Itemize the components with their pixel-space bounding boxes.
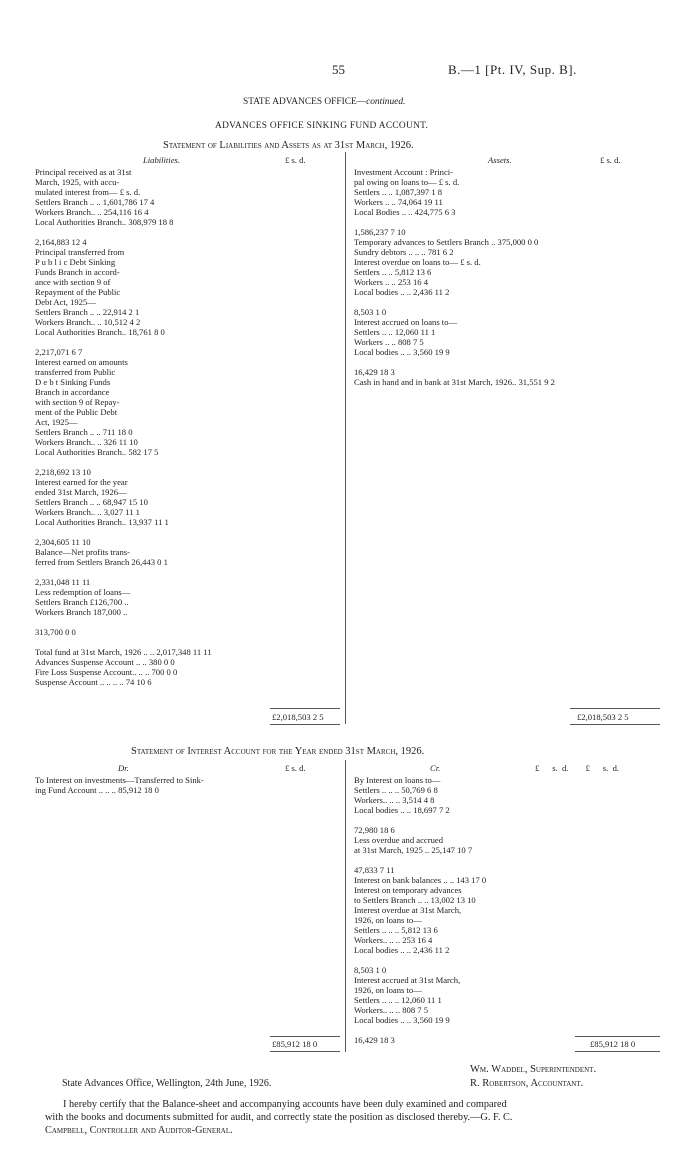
certificate-line-2: with the books and documents submitted for audit, and correctly state the position as disclosed thereby.—G. F. C. <box>45 1112 513 1123</box>
asset-line: pal owing on loans to— £ s. d. <box>354 177 460 187</box>
credit-line: Interest on temporary advances <box>354 885 462 895</box>
asset-line: 8,503 1 0 <box>354 307 387 317</box>
liability-line: Local Authorities Branch.. 582 17 5 <box>35 447 159 457</box>
asset-line <box>354 297 555 307</box>
liability-line <box>35 567 212 577</box>
liability-line: March, 1925, with accu- <box>35 177 120 187</box>
liability-line: Local Authorities Branch.. 13,937 11 1 <box>35 517 169 527</box>
interest-total-rule-right <box>575 1036 660 1037</box>
liability-line: Local Authorities Branch.. 18,761 8 0 <box>35 327 165 337</box>
interest-total-rule-left <box>270 1036 340 1037</box>
total-underline-right <box>570 724 660 725</box>
debit-currency-heading: £ s. d. <box>285 763 306 773</box>
liability-line: Debt Act, 1925— <box>35 297 96 307</box>
liability-line: Repayment of the Public <box>35 287 121 297</box>
asset-line: Workers .. .. 253 16 4 <box>354 277 429 287</box>
liability-line: 2,304,605 11 10 <box>35 537 91 547</box>
liability-line: Act, 1925— <box>35 417 78 427</box>
credit-line: 16,429 18 3 <box>354 1035 395 1045</box>
statement-interest-title: Statement of Interest Account for the Year ended 31st March, 1926. <box>131 746 425 757</box>
credit-total: £85,912 18 0 <box>590 1039 636 1049</box>
liability-line: Balance—Net profits trans- <box>35 547 130 557</box>
credit-line <box>354 955 486 965</box>
liability-line <box>35 617 212 627</box>
credit-line: to Settlers Branch .. .. 13,002 13 10 <box>354 895 476 905</box>
total-underline-left <box>270 724 340 725</box>
asset-line <box>354 217 555 227</box>
liability-line: Total fund at 31st March, 1926 .. .. 2,017,348 11 11 <box>35 647 212 657</box>
page-number: 55 <box>332 62 345 77</box>
liability-line: Funds Branch in accord- <box>35 267 120 277</box>
superintendent-signature: Wm. Waddel, Superintendent. <box>470 1064 597 1075</box>
interest-column-divider <box>345 760 346 1052</box>
liability-line: ance with section 9 of <box>35 277 111 287</box>
assets-heading: Assets. <box>488 155 512 165</box>
credit-line: 72,980 18 6 <box>354 825 395 835</box>
liability-line: Less redemption of loans— <box>35 587 131 597</box>
credit-line <box>354 815 486 825</box>
credit-line: Local bodies .. .. 2,436 11 2 <box>354 945 450 955</box>
credit-line: By Interest on loans to— <box>354 775 441 785</box>
debit-list <box>35 775 204 795</box>
credit-line: Settlers .. .. .. 50,769 6 8 <box>354 785 438 795</box>
liability-line: Workers Branch.. .. 3,027 11 1 <box>35 507 140 517</box>
interest-total-underline-right <box>575 1051 660 1052</box>
asset-line: Local Bodies .. .. 424,775 6 3 <box>354 207 456 217</box>
liability-line <box>35 457 212 467</box>
credit-line: Less overdue and accrued <box>354 835 443 845</box>
liability-line <box>35 527 212 537</box>
asset-line: Cash in hand and in bank at 31st March, 1926.. 31,551 9 2 <box>354 377 555 387</box>
credit-line: 8,503 1 0 <box>354 965 387 975</box>
fund-title: ADVANCES OFFICE SINKING FUND ACCOUNT. <box>215 121 429 131</box>
audit-certificate <box>45 1098 513 1137</box>
asset-line: Settlers .. .. 1,087,397 1 8 <box>354 187 443 197</box>
place-and-date: State Advances Office, Wellington, 24th June, 1926. <box>62 1078 272 1089</box>
assets-list <box>354 167 555 387</box>
credit-line: Workers.. .. .. 3,514 4 8 <box>354 795 435 805</box>
asset-line: Local bodies .. .. 2,436 11 2 <box>354 287 450 297</box>
liability-line: 313,700 0 0 <box>35 627 76 637</box>
asset-line: 1,586,237 7 10 <box>354 227 406 237</box>
interest-total-underline-left <box>270 1051 340 1052</box>
asset-line: Local bodies .. .. 3,560 19 9 <box>354 347 450 357</box>
liability-line: Workers Branch.. .. 10,512 4 2 <box>35 317 141 327</box>
assets-currency-heading: £ s. d. <box>600 155 621 165</box>
accountant-signature: R. Robertson, Accountant. <box>470 1078 584 1089</box>
asset-line <box>354 357 555 367</box>
credit-line: Workers.. .. .. 253 16 4 <box>354 935 433 945</box>
credit-list <box>354 775 486 1045</box>
liability-line: Interest earned on amounts <box>35 357 128 367</box>
liability-line: ended 31st March, 1926— <box>35 487 127 497</box>
asset-line: Sundry debtors .. .. .. 781 6 2 <box>354 247 454 257</box>
document-reference: B.—1 [Pt. IV, Sup. B]. <box>448 62 577 77</box>
liabilities-list <box>35 167 212 687</box>
credit-line: Settlers .. .. .. 5,812 13 6 <box>354 925 438 935</box>
debit-line: ing Fund Account .. .. .. 85,912 18 0 <box>35 785 159 795</box>
liability-line: Workers Branch 187,000 .. <box>35 607 128 617</box>
debit-heading: Dr. <box>118 763 129 773</box>
liability-line: 2,331,048 11 11 <box>35 577 91 587</box>
asset-line: 16,429 18 3 <box>354 367 395 377</box>
liability-line: Workers Branch.. .. 326 11 10 <box>35 437 138 447</box>
liability-line: Local Authorities Branch.. 308,979 18 8 <box>35 217 174 227</box>
credit-line: 1926, on loans to— <box>354 985 422 995</box>
liability-line: Settlers Branch .. .. 22,914 2 1 <box>35 307 140 317</box>
credit-line: 47,833 7 11 <box>354 865 395 875</box>
credit-line: Workers.. .. .. 808 7 5 <box>354 1005 429 1015</box>
liability-line: Fire Loss Suspense Account.. .. .. 700 0 0 <box>35 667 178 677</box>
statement-liabilities-title: Statement of Liabilities and Assets as at 31st March, 1926. <box>163 140 414 151</box>
asset-line: Investment Account : Princi- <box>354 167 454 177</box>
liability-line: 2,218,692 13 10 <box>35 467 91 477</box>
liability-line: Branch in accordance <box>35 387 110 397</box>
asset-line: Interest accrued on loans to— <box>354 317 458 327</box>
liability-line <box>35 227 212 237</box>
certificate-line-1: I hereby certify that the Balance-sheet and accompanying accounts have been duly examined and compared <box>63 1099 507 1110</box>
liability-line: Workers Branch.. .. 254,116 16 4 <box>35 207 149 217</box>
credit-line: Settlers .. .. .. 12,060 11 1 <box>354 995 442 1005</box>
total-rule-right <box>570 708 660 709</box>
liability-line: ment of the Public Debt <box>35 407 118 417</box>
liability-line: Settlers Branch .. .. 68,947 15 10 <box>35 497 148 507</box>
credit-line: Interest accrued at 31st March, <box>354 975 461 985</box>
asset-line: Workers .. .. 808 7 5 <box>354 337 424 347</box>
certificate-line-3: Campbell, Controller and Auditor-General. <box>45 1125 233 1136</box>
asset-line: Workers .. .. 74,064 19 11 <box>354 197 443 207</box>
liability-line: ferred from Settlers Branch 26,443 0 1 <box>35 557 168 567</box>
assets-total: £2,018,503 2 5 <box>577 712 629 722</box>
liability-line <box>35 337 212 347</box>
office-title: STATE ADVANCES OFFICE—continued. <box>243 97 406 107</box>
credit-line: Local bodies .. .. 3,560 19 9 <box>354 1015 450 1025</box>
liability-line: Advances Suspense Account .. .. 380 0 0 <box>35 657 175 667</box>
asset-line: Temporary advances to Settlers Branch .. 375,000 0 0 <box>354 237 539 247</box>
credit-currency-heading: £ s. d. £ s. d. <box>535 763 620 773</box>
credit-line <box>354 1025 486 1035</box>
liability-line: Interest earned for the year <box>35 477 128 487</box>
liability-line: 2,217,071 6 7 <box>35 347 83 357</box>
liability-line: 2,164,883 12 4 <box>35 237 87 247</box>
credit-line: Interest overdue at 31st March, <box>354 905 462 915</box>
asset-line: Settlers .. .. 5,812 13 6 <box>354 267 432 277</box>
credit-line: Interest on bank balances .. .. 143 17 0 <box>354 875 487 885</box>
liabilities-currency-heading: £ s. d. <box>285 155 306 165</box>
liability-line: Suspense Account .. .. .. .. 74 10 6 <box>35 677 152 687</box>
liability-line: Principal transferred from <box>35 247 125 257</box>
liability-line: transferred from Public <box>35 367 116 377</box>
debit-total: £85,912 18 0 <box>272 1039 318 1049</box>
liability-line: Settlers Branch .. .. 1,601,786 17 4 <box>35 197 155 207</box>
liability-line: Settlers Branch £126,700 .. <box>35 597 129 607</box>
asset-line: Interest overdue on loans to— £ s. d. <box>354 257 481 267</box>
column-divider <box>345 152 346 724</box>
credit-line: at 31st March, 1925 .. 25,147 10 7 <box>354 845 473 855</box>
liability-line: P u b l i c Debt Sinking <box>35 257 116 267</box>
liability-line: Principal received as at 31st <box>35 167 132 177</box>
liabilities-total: £2,018,503 2 5 <box>272 712 324 722</box>
credit-line: 1926, on loans to— <box>354 915 422 925</box>
liability-line <box>35 637 212 647</box>
liability-line: Settlers Branch .. .. 711 18 0 <box>35 427 133 437</box>
liabilities-heading: Liabilities. <box>143 155 181 165</box>
liability-line: mulated interest from— £ s. d. <box>35 187 141 197</box>
credit-line: Local bodies .. .. 18,697 7 2 <box>354 805 450 815</box>
liability-line: D e b t Sinking Funds <box>35 377 111 387</box>
total-rule-left <box>270 708 340 709</box>
asset-line: Settlers .. .. 12,060 11 1 <box>354 327 436 337</box>
liability-line: with section 9 of Repay- <box>35 397 120 407</box>
credit-heading: Cr. <box>430 763 441 773</box>
credit-line <box>354 855 486 865</box>
debit-line: To Interest on investments—Transferred to Sink- <box>35 775 204 785</box>
